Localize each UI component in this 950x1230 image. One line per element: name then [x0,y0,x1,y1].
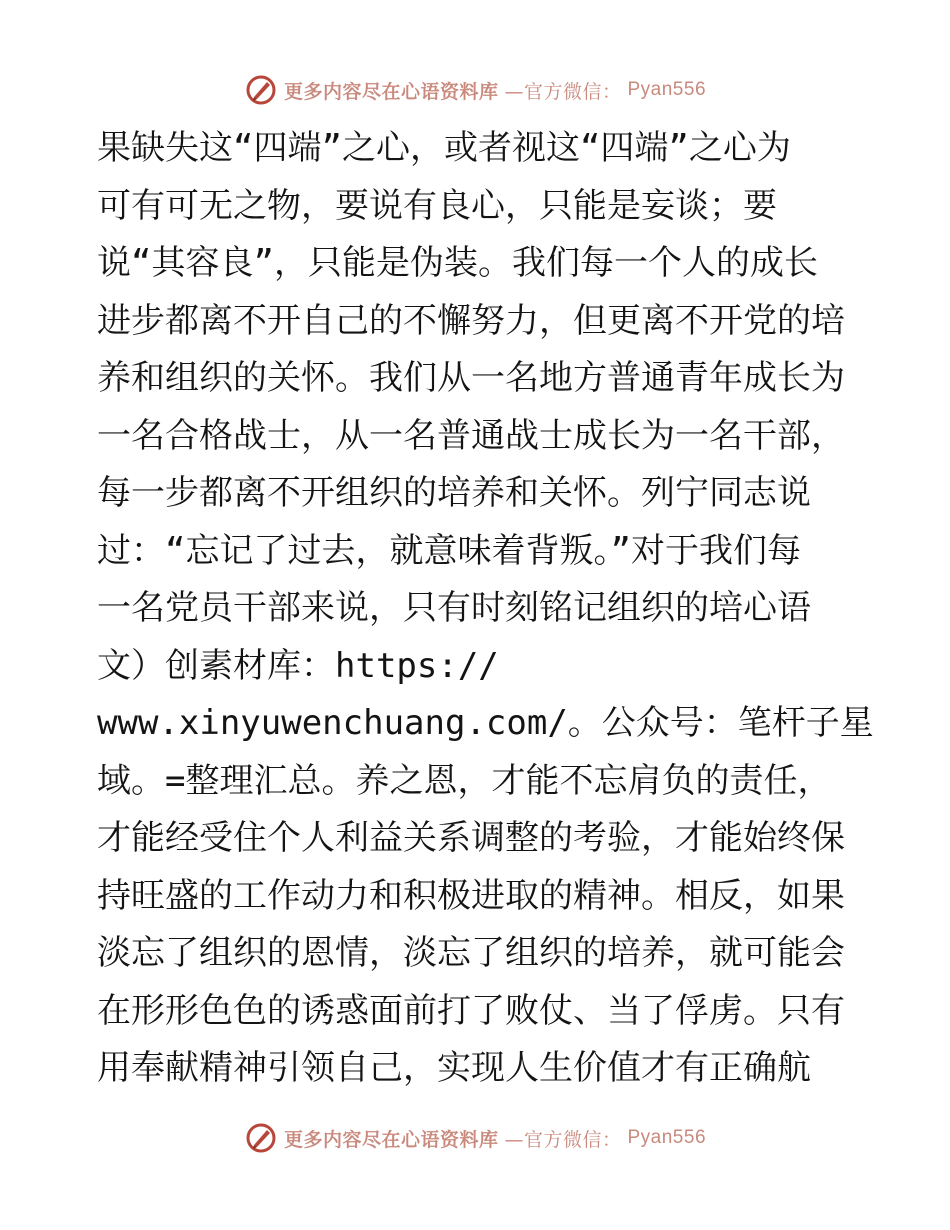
text-line: www.xinyuwenchuang.com/。公众号：笔杆子星 [97,703,874,743]
footer-banner-separator: —官方微信： [504,1128,622,1151]
text-line: 养和组织的关怀。我们从一名地方普通青年成长为 [97,358,845,398]
text-line: 在形形色色的诱惑面前打了败仗、当了俘虏。只有 [97,990,845,1031]
header-banner [0,70,950,110]
text-line: 域。=整理汇总。养之恩，才能不忘肩负的责任， [97,760,832,801]
text-line: 持旺盛的工作动力和积极进取的精神。相反，如果 [97,875,845,916]
footer-banner-account: Pyan556 [627,1127,707,1148]
body-text [97,120,874,1098]
text-line: 淡忘了组织的恩情，淡忘了组织的培养，就可能会 [97,933,845,973]
header-banner-separator: —官方微信： [504,80,622,103]
header-banner-account: Pyan556 [627,79,707,100]
text-line: 过：“忘记了过去，就意味着背叛。”对于我们每 [97,530,801,571]
text-line: 每一步都离不开组织的培养和关怀。列宁同志说 [97,473,811,513]
header-banner-title: 更多内容尽在心语资料库 [283,80,499,103]
pen-circle-logo-icon [244,73,278,107]
footer-banner-title: 更多内容尽在心语资料库 [283,1128,499,1151]
text-line: 可有可无之物，要说有良心，只能是妄谈；要 [97,185,777,226]
text-line: 一名合格战士，从一名普通战士成长为一名干部， [97,415,845,456]
text-line: 才能经受住个人利益关系调整的考验，才能始终保 [97,818,845,858]
text-line: 一名党员干部来说，只有时刻铭记组织的培心语 [97,588,811,628]
text-line: 进步都离不开自己的不懈努力，但更离不开党的培 [97,300,845,341]
pen-circle-logo-icon [244,1121,278,1155]
text-line: 文）创素材库：https:// [97,645,499,686]
footer-banner [0,1118,950,1158]
text-line: 果缺失这“四端”之心，或者视这“四端”之心为 [97,128,791,168]
text-line: 说“其容良”，只能是伪装。我们每一个人的成长 [97,243,818,283]
text-line: 用奉献精神引领自己，实现人生价值才有正确航 [97,1048,811,1088]
